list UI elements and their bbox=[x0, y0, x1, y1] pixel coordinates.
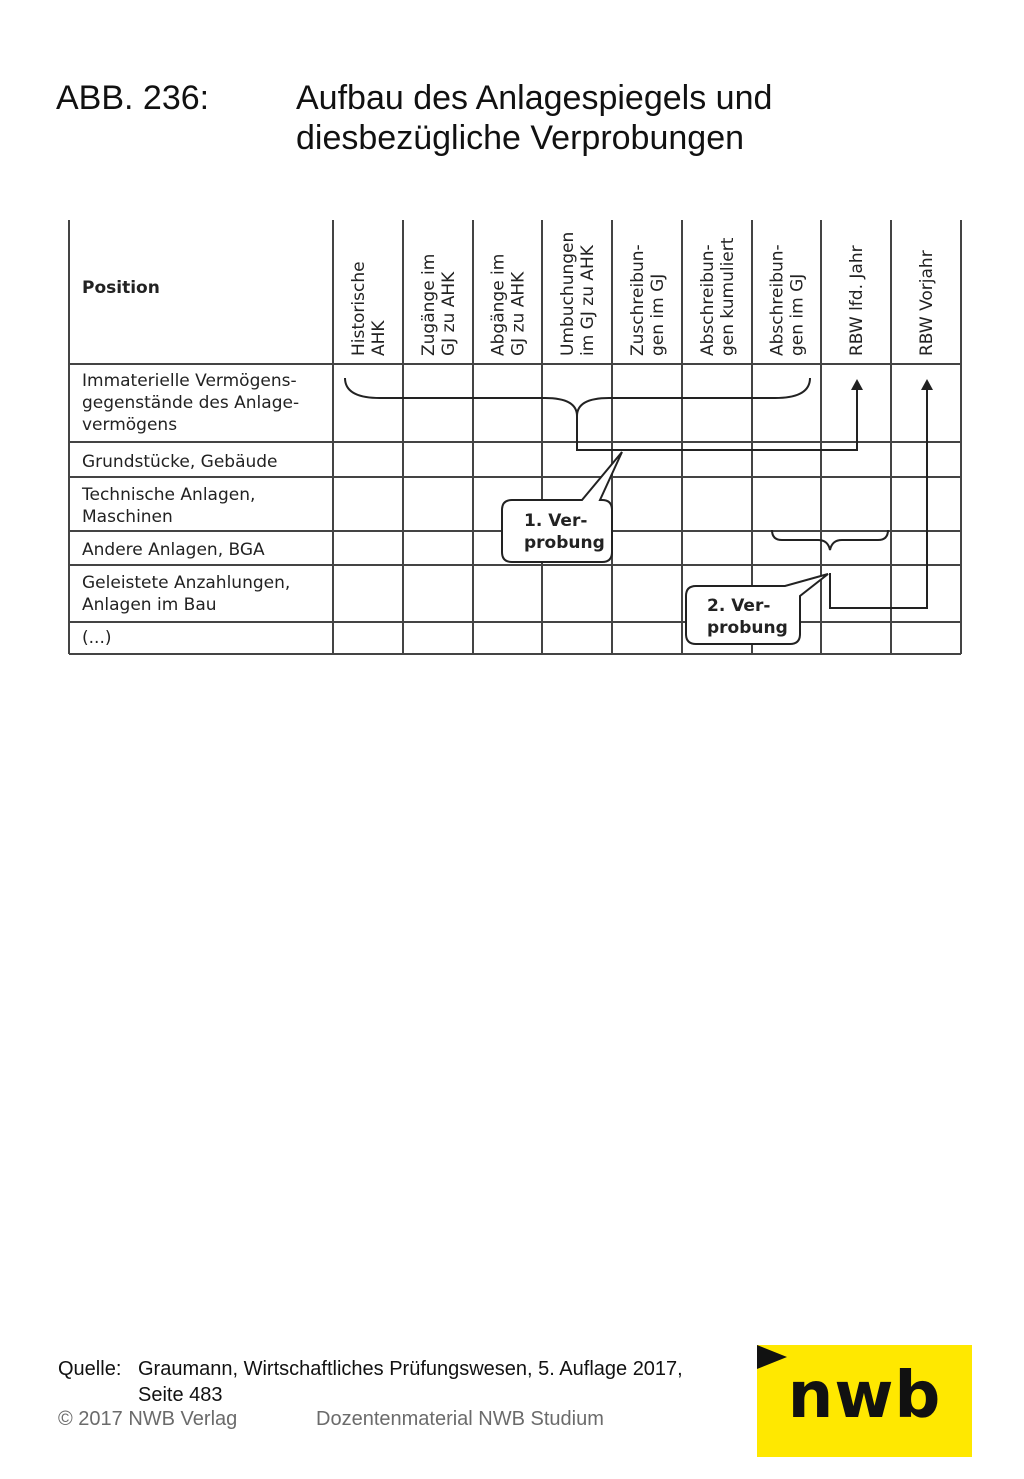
column-header-3: Abgänge im bbox=[488, 253, 509, 356]
footer bbox=[58, 1408, 604, 1431]
row-label-2: Grundstücke, Gebäude bbox=[82, 452, 278, 472]
row-label-5: Anlagen im Bau bbox=[82, 595, 217, 615]
arrow-rbw-lfd-icon bbox=[851, 379, 863, 390]
callout-1-text: 1. Ver- bbox=[524, 511, 588, 531]
column-header-7: gen im GJ bbox=[787, 273, 808, 356]
column-header-6: Abschreibun- bbox=[698, 244, 718, 356]
column-header-5: Zuschreibun- bbox=[628, 244, 648, 356]
source-label: Quelle: bbox=[58, 1358, 122, 1380]
source-line2: Seite 483 bbox=[138, 1384, 223, 1406]
figure-heading-line2: diesbezügliche Verprobungen bbox=[296, 119, 745, 157]
row-label-6: (...) bbox=[82, 628, 112, 648]
row-label-5: Geleistete Anzahlungen, bbox=[82, 573, 291, 593]
brace-columns-1-7 bbox=[345, 378, 810, 416]
source-line1: Graumann, Wirtschaftliches Prüfungswesen, 5. Auflage 2017, bbox=[138, 1358, 683, 1380]
figure-heading-line1: Aufbau des Anlagespiegels und bbox=[296, 79, 773, 117]
column-header-8: RBW lfd. Jahr bbox=[847, 245, 867, 356]
row-label-1: Immaterielle Vermögens- bbox=[82, 371, 297, 391]
connector-rbw-vorjahr bbox=[830, 390, 927, 608]
callout-2-text: probung bbox=[707, 618, 788, 638]
source-note bbox=[58, 1356, 683, 1408]
logo-text: nwb bbox=[787, 1359, 942, 1433]
position-header: Position bbox=[82, 278, 160, 298]
column-header-4: Umbuchungen bbox=[558, 231, 578, 356]
callout-2-text: 2. Ver- bbox=[707, 596, 771, 616]
column-header-7: Abschreibun- bbox=[767, 244, 788, 356]
brace-rbw bbox=[772, 530, 888, 550]
column-header-1: AHK bbox=[369, 320, 389, 356]
nwb-logo bbox=[757, 1345, 972, 1457]
row-label-4: Andere Anlagen, BGA bbox=[82, 540, 265, 560]
column-header-4: im GJ zu AHK bbox=[578, 245, 598, 356]
column-header-3: GJ zu AHK bbox=[508, 271, 529, 356]
footer-copyright: © 2017 NWB Verlag bbox=[58, 1408, 238, 1430]
figure-label: ABB. 236: bbox=[56, 79, 210, 117]
column-header-2: Zugänge im bbox=[419, 253, 439, 356]
row-label-3: Technische Anlagen, bbox=[82, 485, 256, 505]
column-header-6: gen kumuliert bbox=[718, 237, 738, 356]
row-label-3: Maschinen bbox=[82, 507, 173, 527]
column-header-9: RBW Vorjahr bbox=[917, 250, 937, 356]
row-label-1: gegenstände des Anlage- bbox=[82, 393, 300, 413]
callout-1-text: probung bbox=[524, 533, 605, 553]
footer-material: Dozentenmaterial NWB Studium bbox=[316, 1408, 604, 1430]
column-header-5: gen im GJ bbox=[648, 273, 668, 356]
column-header-1: Historische bbox=[349, 261, 369, 356]
arrow-rbw-vorjahr-icon bbox=[921, 379, 933, 390]
anlagespiegel-figure bbox=[0, 0, 1024, 700]
row-label-1: vermögens bbox=[82, 415, 178, 435]
column-header-2: GJ zu AHK bbox=[439, 271, 459, 356]
